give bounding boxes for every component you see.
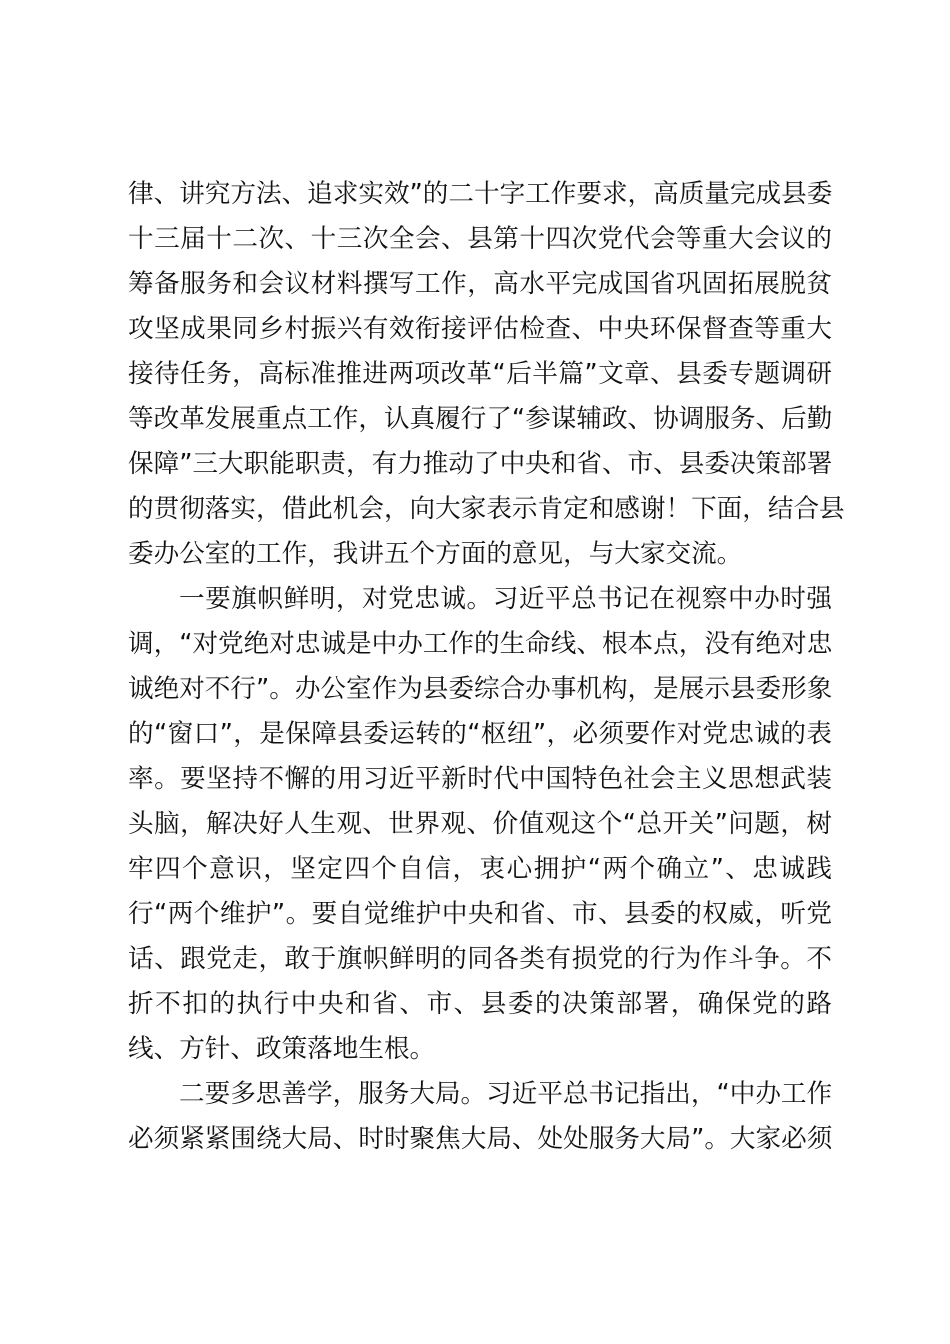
body-text-line: 的贯彻落实，借此机会，向大家表示肯定和感谢！下面，结合县 (128, 494, 845, 524)
body-text-line: 筹备服务和会议材料撰写工作，高水平完成国省巩固拓展脱贫 (128, 269, 832, 299)
body-text-line: 攻坚成果同乡村振兴有效衔接评估检查、中央环保督查等重大 (128, 314, 832, 344)
body-text-line: 率。要坚持不懈的用习近平新时代中国特色社会主义思想武装 (128, 764, 832, 794)
body-text-line: 委办公室的工作，我讲五个方面的意见，与大家交流。 (128, 539, 743, 569)
body-text-line: 的“窗口”，是保障县委运转的“枢纽”，必须要作对党忠诚的表 (128, 719, 832, 749)
body-text-line: 话、跟党走，敢于旗帜鲜明的同各类有损党的行为作斗争。不 (128, 944, 832, 974)
body-text-line: 保障”三大职能职责，有力推动了中央和省、市、县委决策部署 (128, 449, 833, 479)
body-text-line: 等改革发展重点工作，认真履行了“参谋辅政、协调服务、后勤 (128, 404, 833, 434)
body-text-line: 十三届十二次、十三次全会、县第十四次党代会等重大会议的 (128, 224, 832, 254)
paragraph-first-line: 一要旗帜鲜明，对党忠诚。习近平总书记在视察中办时强 (179, 584, 832, 614)
body-text-line: 行“两个维护”。要自觉维护中央和省、市、县委的权威，听党 (128, 899, 832, 929)
body-text-line: 接待任务，高标准推进两项改革“后半篇”文章、县委专题调研 (128, 359, 832, 389)
body-text-line: 诚绝对不行”。办公室作为县委综合办事机构，是展示县委形象 (128, 674, 833, 704)
body-text-line: 牢四个意识，坚定四个自信，衷心拥护“两个确立”、忠诚践 (128, 854, 832, 884)
body-text-line: 折不扣的执行中央和省、市、县委的决策部署，确保党的路 (128, 989, 832, 1019)
body-text-line: 律、讲究方法、追求实效”的二十字工作要求，高质量完成县委 (128, 179, 833, 209)
body-text-line: 必须紧紧围绕大局、时时聚焦大局、处处服务大局”。大家必须 (128, 1124, 833, 1154)
body-text-line: 调，“对党绝对忠诚是中办工作的生命线、根本点，没有绝对忠 (128, 629, 833, 659)
body-text-line: 线、方针、政策落地生根。 (128, 1034, 436, 1064)
body-text-line: 头脑，解决好人生观、世界观、价值观这个“总开关”问题，树 (128, 809, 832, 839)
paragraph-first-line: 二要多思善学，服务大局。习近平总书记指出，“中办工作 (179, 1079, 833, 1109)
